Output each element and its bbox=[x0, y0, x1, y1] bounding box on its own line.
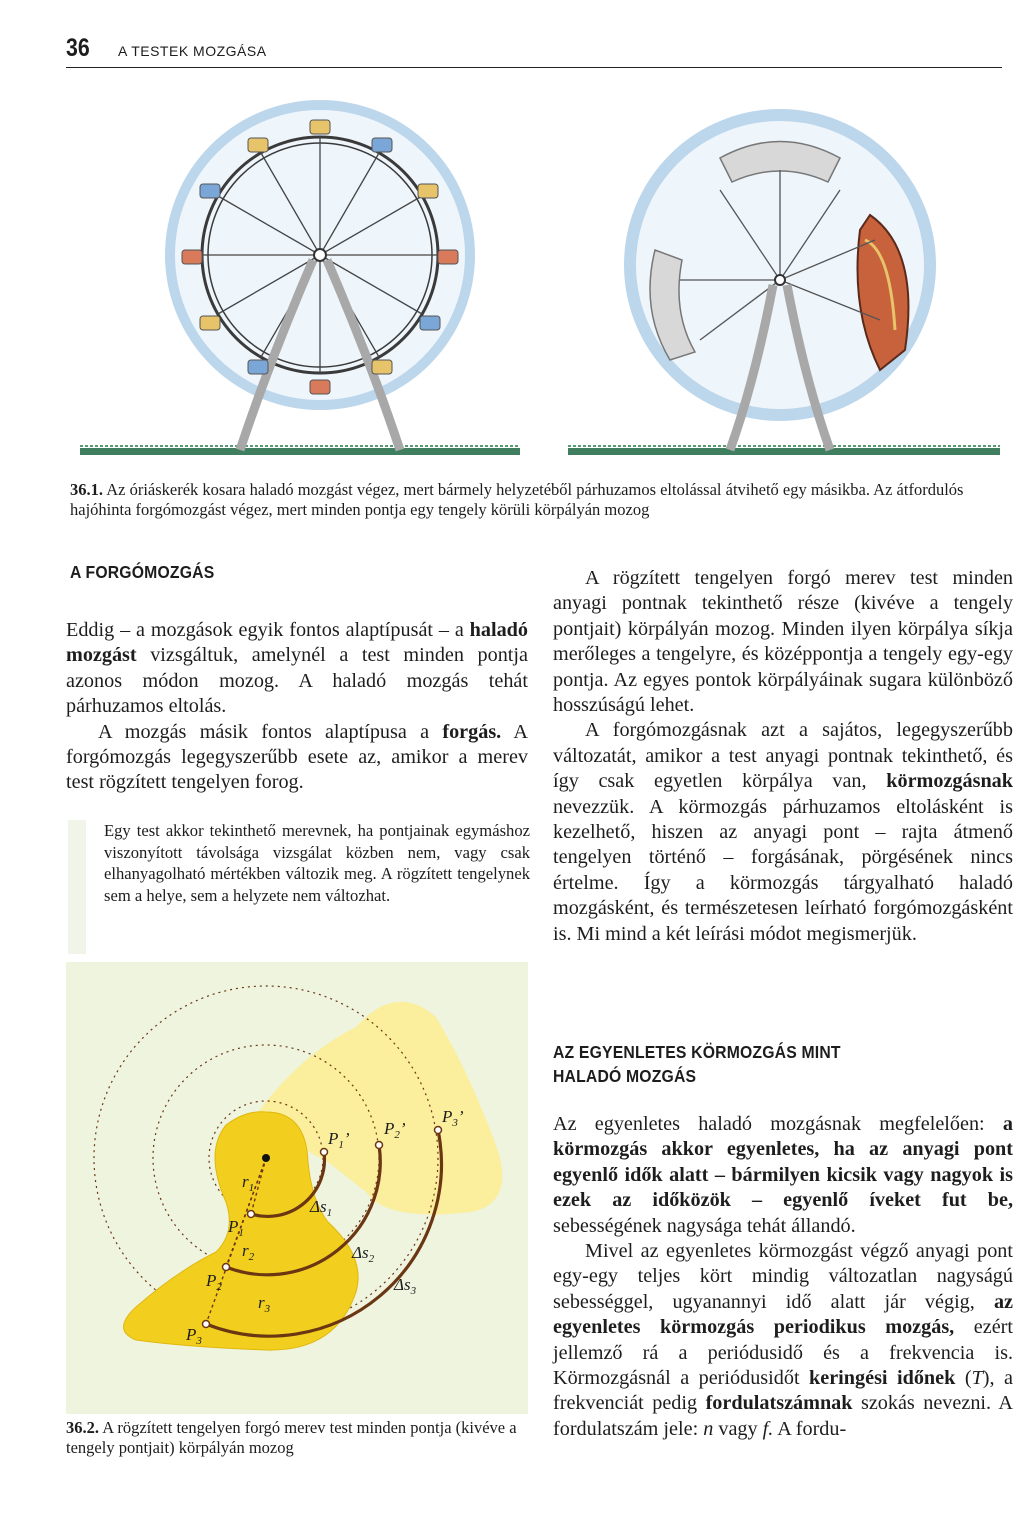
right-paragraph-4 bbox=[553, 1239, 1013, 1442]
figure-36-1-caption bbox=[70, 480, 1010, 520]
rp3-bold: a körmozgás akkor egyenletes, ha az anyagi pont egyenlő idők alatt – bármilyen kicsik vagy nagyok is ezek az időközök – egyenlő íveket fut be, bbox=[553, 1113, 1013, 1212]
right-paragraph-1: A rögzített tengelyen forgó merev test minden anyagi pontnak tekinthető része (kivéve a tengely pontjait) körpályán mozog. Minden ilyen körpálya síkja merőleges a tengelyre, és középpontja a tengely egy-egy pontja. Az egyes pontok körpályáinak sugara különböző hosszúságú lehet. bbox=[553, 567, 1013, 717]
p2-text-c: A forgómozgás legegyszerűbb esete az, amikor a merev test rögzített tengelyen forog. bbox=[66, 720, 528, 794]
axis-point bbox=[262, 1154, 270, 1162]
rp4-bold-1: az egyenletes körmozgás periodikus mozgás, bbox=[553, 1290, 1013, 1339]
rp2-bold: körmozgásnak bbox=[886, 770, 1013, 793]
label-r2: $r_2$ bbox=[242, 1241, 255, 1263]
definition-box bbox=[66, 820, 528, 954]
figure-36-2-number: 36.2. bbox=[66, 1418, 99, 1437]
ground-left bbox=[80, 446, 520, 455]
figure-36-1-number: 36.1. bbox=[70, 480, 103, 499]
rp4-g: ), a frekvenciát pedig bbox=[553, 1367, 1013, 1415]
rp4-a: Mivel az egyenletes körmozgást végző anyagi pont egy-egy teljes kört mindig változatlan nagyságú sebességgel, ugyanannyi idő alatt jár végig, bbox=[553, 1240, 1013, 1313]
right-paragraph-3 bbox=[553, 1112, 1013, 1239]
rp2-text-c: nevezzük. A körmozgás párhuzamos eltolásként is kezelhető, hiszen az anyagi pont – rajta átmenő tengelyen történő – forgásának, pörgésének nincs értelme. Így a körmozgás tárgyalható haladó mozgásként, és természetesen leírható forgómozgásként is. Mi mind a két leírási módot megismerjük. bbox=[553, 795, 1013, 945]
right-paragraph-2 bbox=[553, 718, 1013, 947]
ground-right bbox=[568, 446, 1000, 455]
rp2-text-a: A forgómozgásnak azt a sajátos, legegyszerűbb változatát, amikor a test anyagi pontnak tekinthető, és így csak egyetlen körpálya van, bbox=[553, 719, 1013, 793]
heading2-line2: HALADÓ MOZGÁS bbox=[553, 1066, 697, 1086]
label-ds1: $\Delta s_1$ bbox=[310, 1197, 333, 1219]
page-header bbox=[66, 34, 1002, 68]
label-p1: $P_1$ bbox=[228, 1217, 244, 1239]
rp4-i: szokás nevezni. A fordulatszám jele: bbox=[553, 1392, 1013, 1440]
label-p1-prime: $P_1$’ bbox=[328, 1129, 350, 1151]
right-column-text-top bbox=[553, 566, 1013, 947]
p1-text-c: vizsgáltuk, amelynél a test minden pontja azonos módon mozog. A haladó mozgás tehát párhuzamos eltolás. bbox=[66, 644, 528, 718]
figure-36-2-diagram bbox=[66, 962, 528, 1414]
rp4-e: ( bbox=[955, 1367, 972, 1390]
label-r1: $r_1$ bbox=[242, 1172, 255, 1194]
page-number: 36 bbox=[66, 34, 90, 62]
left-column-text bbox=[66, 618, 528, 796]
right-column-text-bottom bbox=[553, 1112, 1013, 1442]
label-p2-prime: $P_2$’ bbox=[384, 1119, 406, 1141]
label-r3: $r_3$ bbox=[258, 1293, 271, 1315]
label-p3: $P_3$ bbox=[186, 1325, 202, 1347]
section-heading-egyenletes-kormozgas bbox=[553, 1040, 841, 1088]
definition-box-bar bbox=[68, 820, 86, 954]
header-rule bbox=[66, 67, 1002, 68]
figure-36-2-text: A rögzített tengelyen forgó merev test minden pontja (kivéve a tengely pontjait) körpályán mozog bbox=[66, 1418, 517, 1457]
paragraph-2 bbox=[66, 720, 528, 796]
rp4-italic-f: f. bbox=[762, 1417, 774, 1440]
rp4-italic-t: T bbox=[971, 1367, 983, 1390]
ferris-wheel bbox=[170, 105, 470, 450]
p1-bold: haladó mozgást bbox=[66, 619, 528, 667]
label-p3-prime: $P_3$’ bbox=[442, 1107, 464, 1129]
running-title: A TESTEK MOZGÁSA bbox=[118, 43, 267, 59]
rp3-text-a: Az egyenletes haladó mozgásnak megfelelően: bbox=[553, 1113, 1003, 1135]
section-heading-forgomozgas: A FORGÓMOZGÁS bbox=[70, 562, 215, 582]
definition-box-text: Egy test akkor tekinthető merevnek, ha pontjainak egymáshoz viszonyított távolsága vizsgálat közben nem, vagy csak elhanyagolható mértékben változik meg. A rögzített tengelynek sem a helye, sem a helyzete nem változhat. bbox=[104, 821, 530, 905]
label-ds3: $\Delta s_3$ bbox=[394, 1275, 417, 1297]
heading2-line1: AZ EGYENLETES KÖRMOZGÁS MINT bbox=[553, 1042, 841, 1062]
rp3-text-c: sebességének nagysága tehát állandó. bbox=[553, 1214, 856, 1237]
rp4-bold-2: keringési időnek bbox=[809, 1367, 956, 1390]
rp4-k: vagy bbox=[713, 1417, 763, 1440]
figure-36-1-illustration bbox=[80, 90, 1000, 480]
p1-text-a: Eddig – a mozgások egyik fontos alaptípusát – a bbox=[66, 619, 470, 641]
label-p2: $P_2$ bbox=[206, 1271, 222, 1293]
rp4-bold-3: fordulatszámnak bbox=[705, 1392, 853, 1415]
rp4-c: ezért jellemző rá a periódusidő és a frekvencia is. Körmozgásnál a periódusidőt bbox=[553, 1316, 1013, 1390]
p2-bold: forgás. bbox=[442, 720, 502, 743]
figure-36-2 bbox=[66, 962, 528, 1414]
figure-36-1-text: Az óriáskerék kosara haladó mozgást végez, mert bármely helyzetéből párhuzamos eltolással átvihető egy másikba. Az átfordulós hajóhinta forgómozgást végez, mert minden pontja egy tengely körüli körpályán mozog bbox=[70, 480, 964, 519]
rp4-italic-n: n bbox=[703, 1417, 714, 1440]
figure-36-2-caption bbox=[66, 1418, 528, 1458]
label-ds2: $\Delta s_2$ bbox=[352, 1243, 375, 1265]
paragraph-1 bbox=[66, 618, 528, 720]
swing-ship bbox=[630, 115, 930, 450]
rp4-m: A fordu- bbox=[773, 1417, 847, 1440]
p2-text-a: A mozgás másik fontos alaptípusa a bbox=[98, 720, 443, 743]
